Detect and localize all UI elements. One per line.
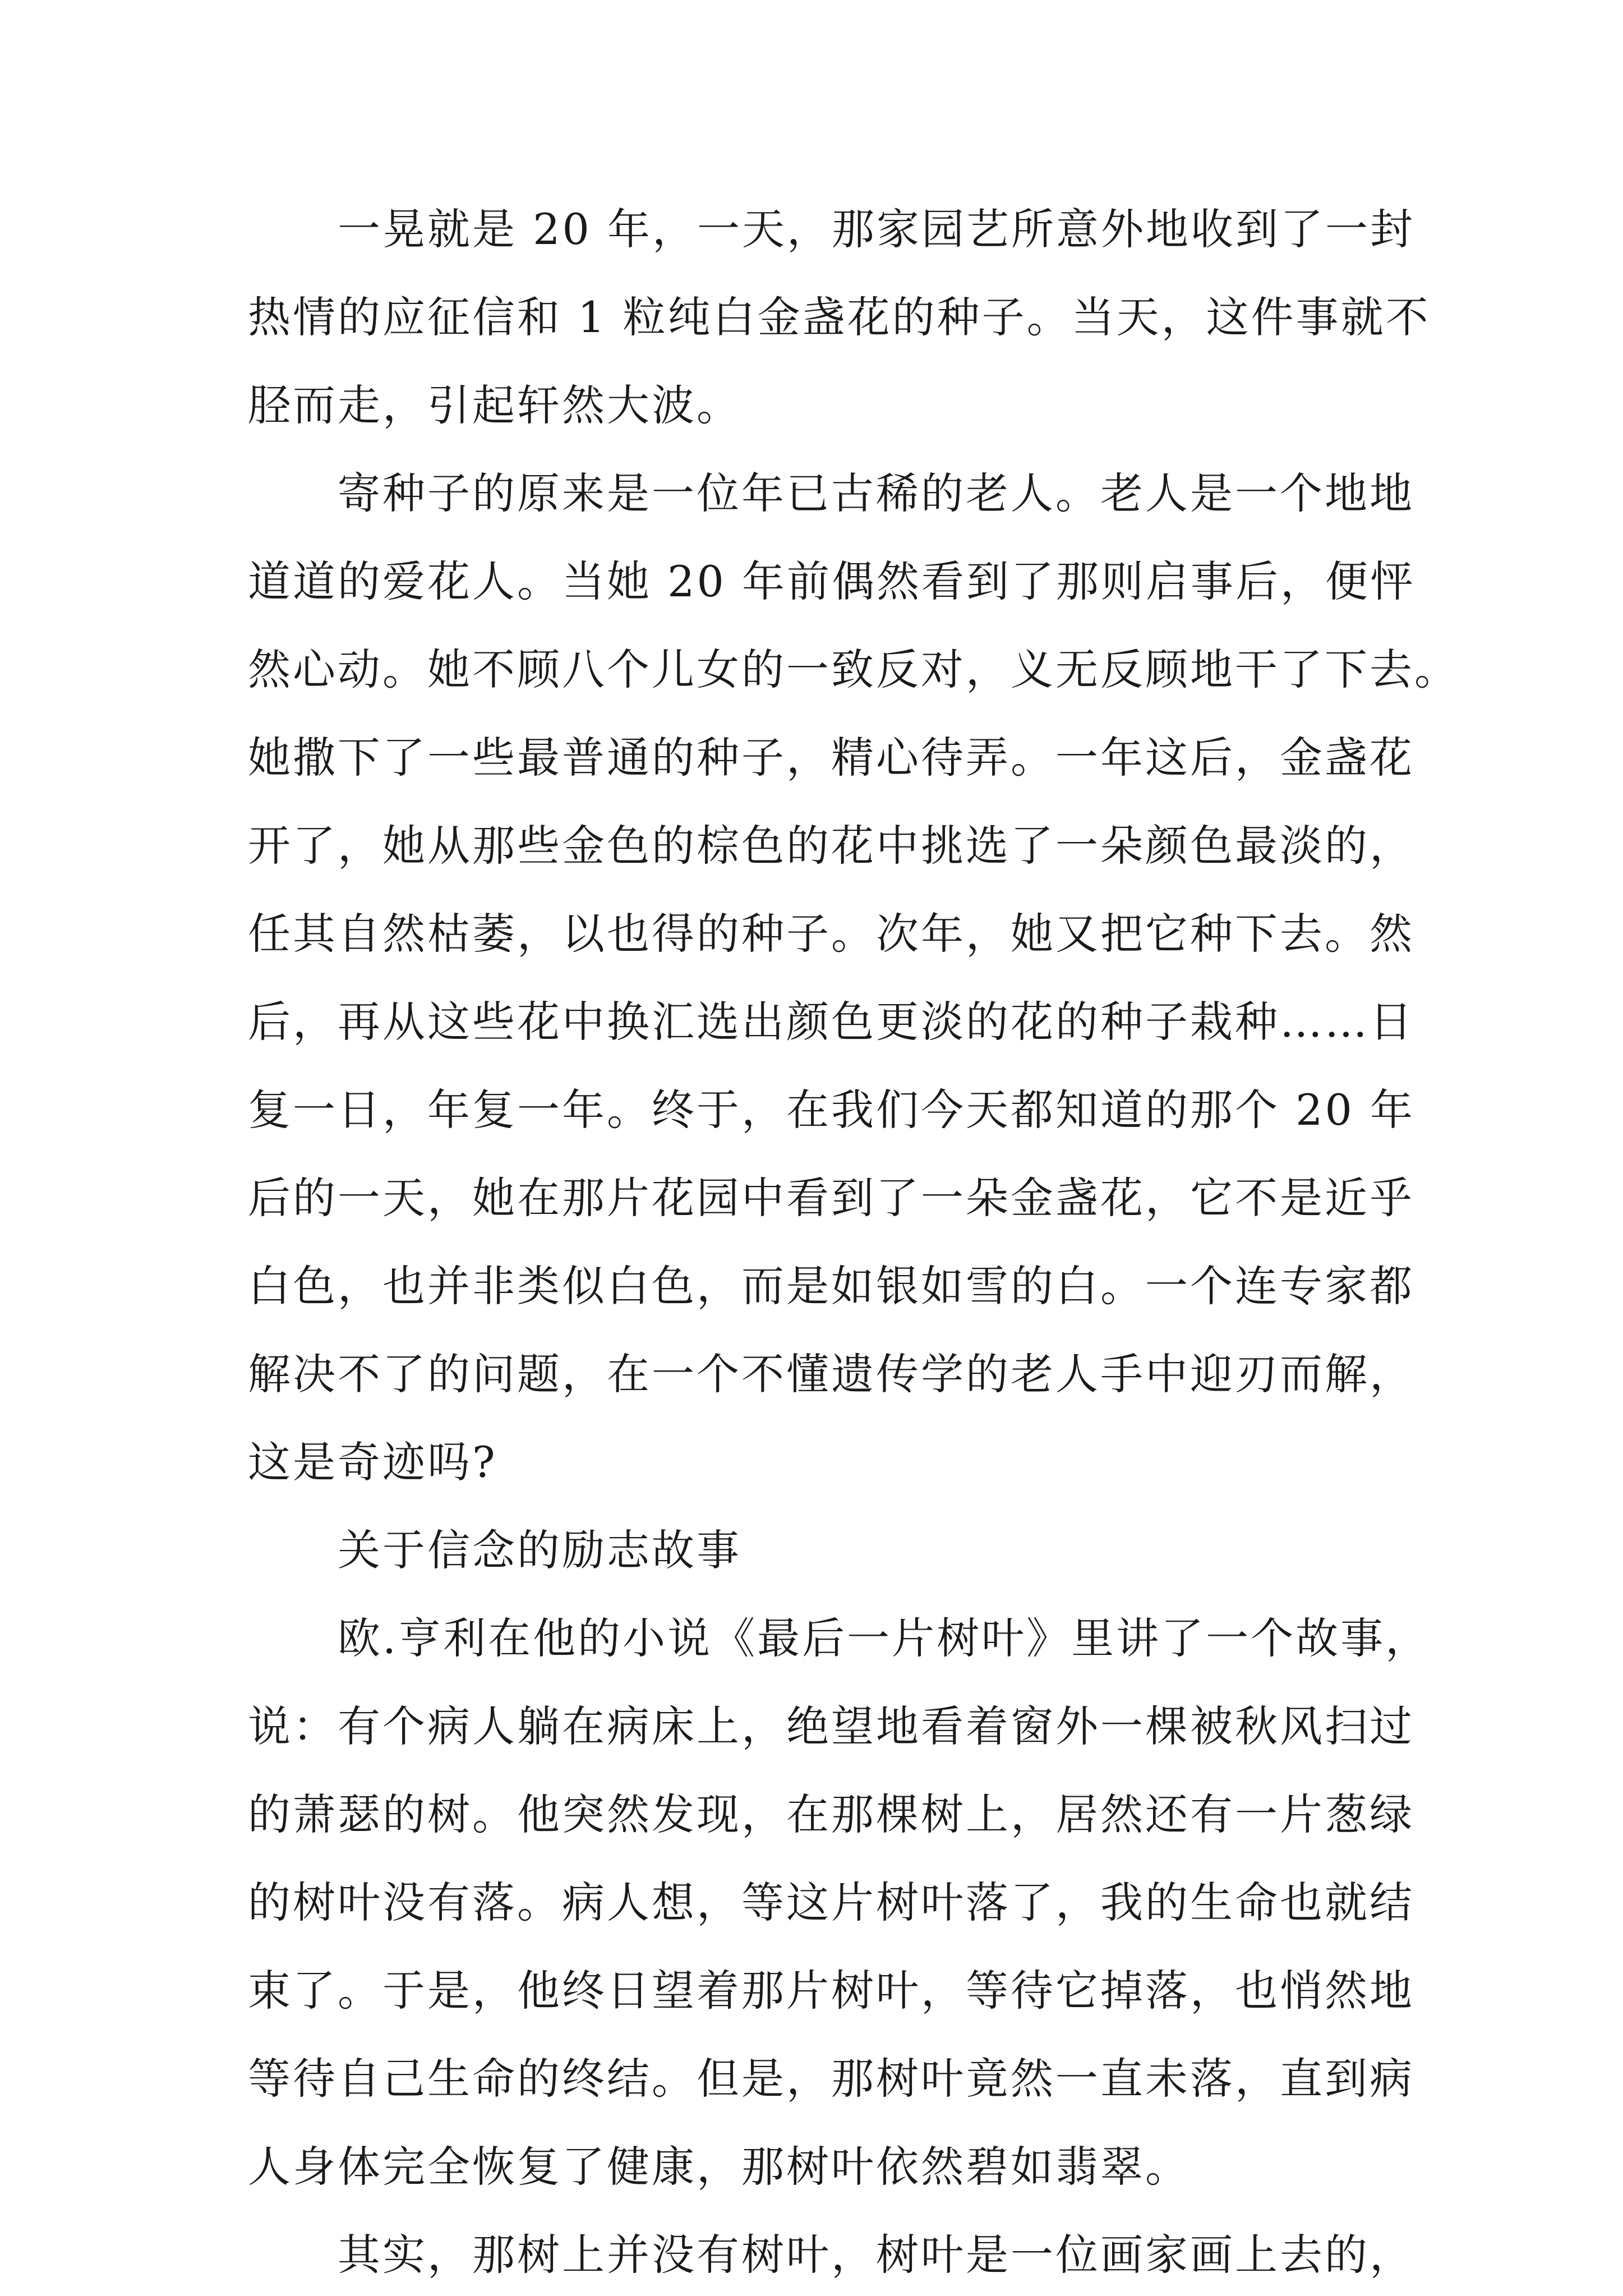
paragraph-line: 一晃就是 20 年，一天，那家园艺所意外地收到了一封	[338, 204, 1415, 254]
paragraph-line: 说：有个病人躺在病床上，绝望地看着窗外一棵被秋风扫过	[248, 1701, 1414, 1751]
paragraph-line: 束了。于是，他终日望着那片树叶，等待它掉落，也悄然地	[248, 1966, 1414, 2016]
paragraph-line: 热情的应征信和 1 粒纯白金盏花的种子。当天，这件事就不	[248, 292, 1431, 342]
paragraph-line: 然心动。她不顾八个儿女的一致反对，义无反顾地干了下去。	[248, 645, 1459, 694]
paragraph-line: 欧.亨利在他的小说《最后一片树叶》里讲了一个故事，	[338, 1613, 1431, 1663]
paragraph-line: 后，再从这些花中换汇选出颜色更淡的花的种子栽种……日	[248, 997, 1414, 1047]
paragraph-line: 复一日，年复一年。终于，在我们今天都知道的那个 20 年	[248, 1085, 1415, 1135]
paragraph-line: 她撒下了一些最普通的种子，精心待弄。一年这后，金盏花	[248, 733, 1414, 783]
paragraph-line: 白色，也并非类似白色，而是如银如雪的白。一个连专家都	[248, 1261, 1414, 1311]
paragraph-line: 寄种子的原来是一位年已古稀的老人。老人是一个地地	[338, 468, 1414, 518]
paragraph-line: 的萧瑟的树。他突然发现，在那棵树上，居然还有一片葱绿	[248, 1789, 1414, 1839]
paragraph-line: 开了，她从那些金色的棕色的花中挑选了一朵颜色最淡的，	[248, 821, 1414, 871]
paragraph-line: 这是奇迹吗?	[248, 1437, 497, 1487]
paragraph-line: 等待自己生命的终结。但是，那树叶竟然一直未落，直到病	[248, 2054, 1414, 2104]
paragraph-line: 的树叶没有落。病人想，等这片树叶落了，我的生命也就结	[248, 1878, 1414, 1927]
paragraph-line: 其实，那树上并没有树叶，树叶是一位画家画上去的，	[338, 2230, 1414, 2280]
paragraph-line: 任其自然枯萎，以也得的种子。次年，她又把它种下去。然	[248, 909, 1414, 959]
paragraph-line: 人身体完全恢复了健康，那树叶依然碧如翡翠。	[248, 2142, 1190, 2192]
section-heading: 关于信念的励志故事	[338, 1525, 741, 1575]
paragraph-line: 胫而走，引起轩然大波。	[248, 380, 741, 430]
paragraph-line: 后的一天，她在那片花园中看到了一朵金盏花，它不是近乎	[248, 1173, 1414, 1223]
paragraph-line: 解决不了的问题，在一个不懂遗传学的老人手中迎刃而解，	[248, 1349, 1414, 1399]
paragraph-line: 道道的爱花人。当她 20 年前偶然看到了那则启事后，便怦	[248, 556, 1415, 606]
